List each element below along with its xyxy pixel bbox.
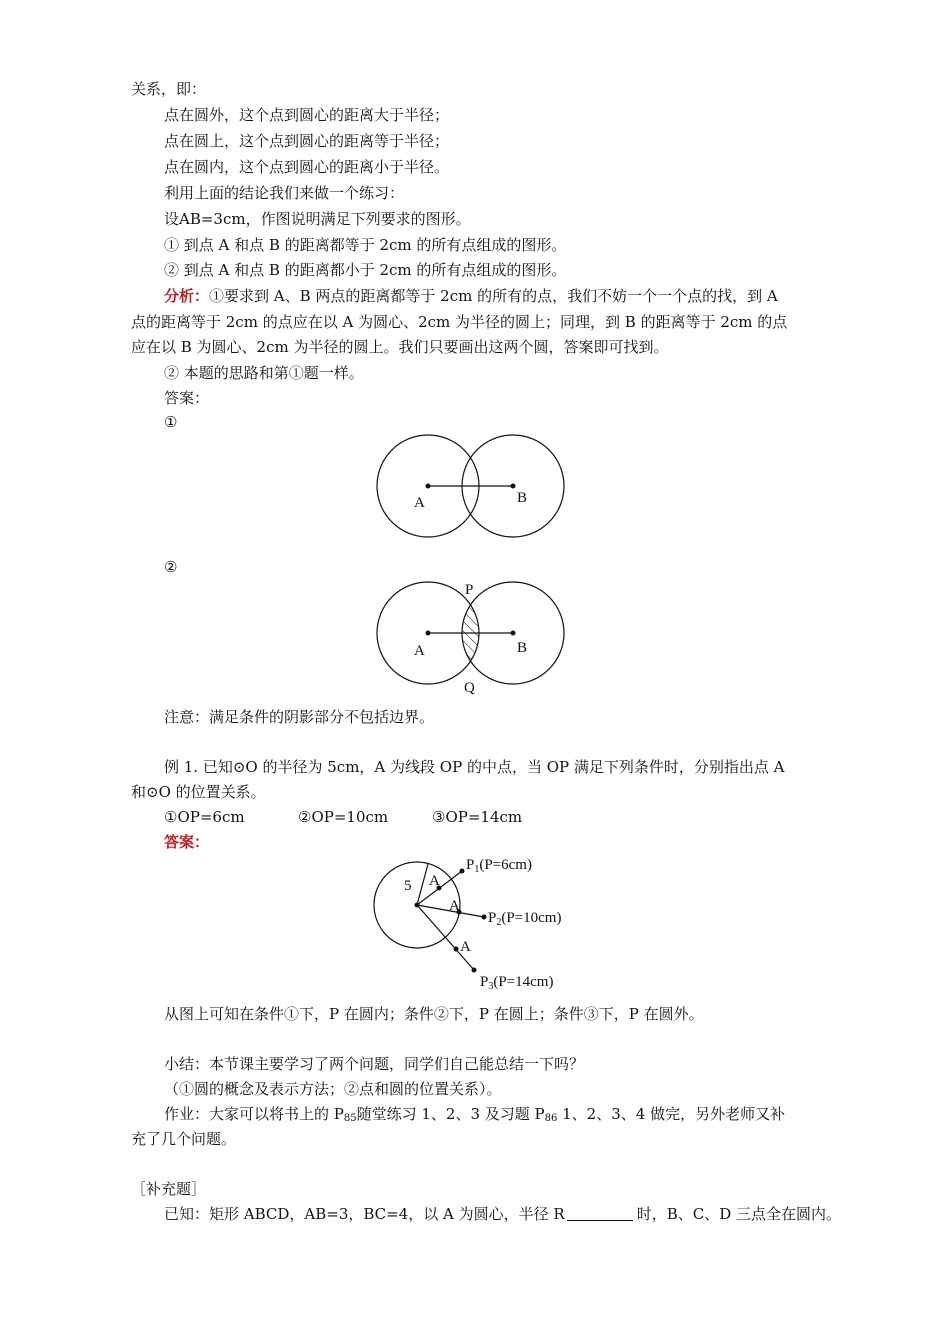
condition-1: ①OP=6cm — [164, 808, 245, 826]
text-line: 小结：本节课主要学习了两个问题，同学们自己能总结一下吗？ — [164, 1055, 585, 1073]
text-line: 关系，即： — [131, 80, 207, 98]
text-line: 充了几个问题。 — [131, 1130, 237, 1148]
radius-label: 5 — [404, 878, 412, 894]
label-a2: A — [449, 898, 460, 914]
text-line: 设AB=3cm，作图说明满足下列要求的图形。 — [164, 210, 471, 228]
supplement-line: 已知：矩形 ABCD，AB=3，BC=4，以 A 为圆心，半径 R 时，B、C、D 三点全在圆内。 — [164, 1205, 841, 1223]
label-a: A — [414, 643, 425, 659]
text-line: ② — [164, 558, 178, 576]
text-line: 例 1. 已知⊙O 的半径为 5cm，A 为线段 OP 的中点，当 OP 满足下列条件时，分别指出点 A — [164, 758, 785, 776]
label-p1: $P_1(P=6cm)$ — [466, 857, 532, 875]
label-p3: $P_3(P=14cm)$ — [480, 974, 554, 992]
text-line: 和⊙O 的位置关系。 — [131, 783, 266, 801]
text-line: 注意：满足条件的阴影部分不包括边界。 — [164, 708, 435, 726]
analysis-label: 分析： — [164, 287, 210, 305]
answer-label: 答案： — [164, 833, 210, 851]
text-line: 点在圆外，这个点到圆心的距离大于半径； — [164, 106, 450, 124]
label-b: B — [517, 640, 528, 656]
text-line: ［补充题］ — [131, 1180, 207, 1198]
text-line: 利用上面的结论我们来做一个练习： — [164, 184, 405, 202]
label-p: P — [465, 582, 474, 598]
text-line: 点在圆上，这个点到圆心的距离等于半径； — [164, 132, 450, 150]
label-q: Q — [464, 680, 475, 696]
homework-line: 作业：大家可以将书上的 $P_{85}$随堂练习 1、2、3 及习题 $P_{86}$ 1、2、3、4 做完，另外老师又补 — [164, 1105, 786, 1124]
text-line: （①圆的概念及表示方法；②点和圆的位置关系）。 — [164, 1080, 502, 1098]
text-line: ② 到点 A 和点 B 的距离都小于 2cm 的所有点组成的图形。 — [164, 261, 567, 279]
text-line: ① — [164, 413, 178, 431]
label-a: A — [414, 495, 425, 511]
condition-3: ③OP=14cm — [432, 808, 523, 826]
condition-2: ②OP=10cm — [298, 808, 389, 826]
text-line: ① 到点 A 和点 B 的距离都等于 2cm 的所有点组成的图形。 — [164, 236, 567, 254]
answer-blank — [567, 1206, 633, 1221]
label-a3: A — [460, 939, 471, 955]
text-line: 点在圆内，这个点到圆心的距离小于半径。 — [164, 158, 450, 176]
label-b: B — [517, 490, 528, 506]
text-line: 应在以 B 为圆心、2cm 为半径的圆上。我们只要画出这两个圆，答案即可找到。 — [131, 338, 669, 356]
analysis-text: ①要求到 A、B 两点的距离都等于 2cm 的所有的点，我们不妨一个一个点的找，到 A — [209, 287, 778, 305]
text-line: 点的距离等于 2cm 的点应在以 A 为圆心、2cm 为半径的圆上；同理，到 B 的距离等于 2cm 的点 — [131, 313, 788, 331]
label-a1: A — [429, 873, 440, 889]
text-line: 从图上可知在条件①下，P 在圆内；条件②下，P 在圆上；条件③下，P 在圆外。 — [164, 1005, 704, 1023]
text-line: 答案： — [164, 389, 210, 407]
label-p2: $P_2(P=10cm)$ — [488, 910, 562, 928]
text-line: ② 本题的思路和第①题一样。 — [164, 364, 364, 382]
